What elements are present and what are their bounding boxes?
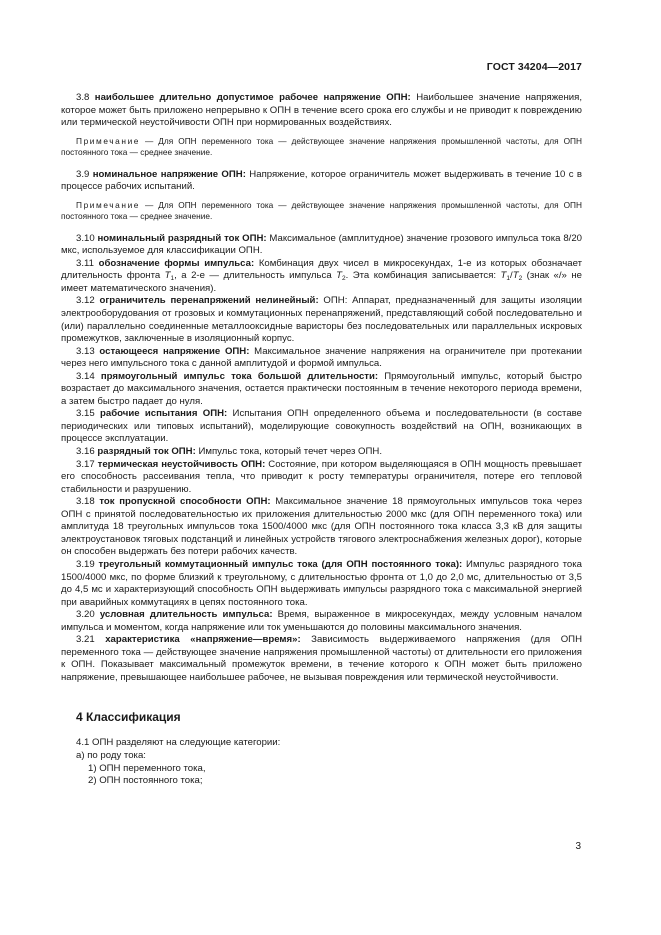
term-number: 3.15: [76, 408, 95, 420]
term-3-9: [61, 169, 582, 194]
subscript-2: 2: [341, 275, 346, 283]
list-item-a: а) по роду тока:: [76, 749, 146, 761]
term-name: треугольный коммутационный импульс тока (для ОПН постоянного тока):: [98, 558, 463, 570]
term-name: номинальное напряжение ОПН:: [92, 168, 246, 180]
term-definition: Импульс тока, который течет через ОПН.: [195, 446, 382, 458]
note-3-8: [61, 136, 582, 159]
term-number: 3.11: [76, 257, 94, 269]
term-3-19: [61, 559, 582, 609]
term-definition: Напряжение, которое ограничитель может выдерживать в течение 10 с в процессе рабочих испытаний.: [61, 168, 582, 193]
document-body: [61, 92, 582, 788]
list-subitem-2: 2) ОПН постоянного тока;: [88, 775, 203, 787]
term-number: 3.14: [76, 370, 95, 382]
note-text: — Для ОПН переменного тока — действующее значение напряжения промышленной частоты, для ОПН постоянного тока — среднее значение.: [61, 199, 582, 222]
section-heading: 4 Классификация: [76, 710, 181, 725]
term-3-11: [61, 258, 582, 296]
term-number: 3.19: [76, 558, 95, 570]
subscript-1: 1: [506, 275, 511, 283]
clause-4-1: 4.1 ОПН разделяют на следующие категории:: [76, 737, 281, 749]
term-number: 3.20: [76, 609, 95, 621]
symbol-t: T: [512, 270, 519, 282]
term-name: номинальный разрядный ток ОПН:: [97, 232, 267, 244]
term-definition: Зависимость выдерживаемого напряжения (для ОПН переменного тока — действующее значение напряжения промышленной частоты) от длительности его приложения к ОПН. Показывает максимальный промежуток времени, в течение которого к ОПН может быть приложено напряжение, превышающее наибольшее рабочее, не вызывая повреждения или термической неустойчивости.: [61, 634, 583, 683]
term-definition-part: , а 2-е — длительность импульса: [174, 270, 337, 282]
term-name: остающееся напряжение ОПН:: [99, 345, 250, 357]
term-3-13: [61, 346, 582, 371]
term-3-12: [61, 295, 582, 345]
term-definition: ОПН: Аппарат, предназначенный для защиты изоляции электрооборудования от грозовых и коммутационных перенапряжений, представляющий собой последовательно и (или) параллельно соединенные металлооксидные варисторы без последовательных или параллельных искровых промежутков, заключенные в изоляционный корпус.: [61, 295, 582, 345]
term-name: прямоугольный импульс тока большой длительности:: [100, 370, 379, 382]
term-name: ограничитель перенапряжений нелинейный:: [99, 295, 319, 307]
term-3-15: [61, 408, 582, 446]
term-3-21: [61, 634, 582, 684]
term-name: разрядный ток ОПН:: [97, 446, 196, 458]
term-name: наибольшее длительно допустимое рабочее напряжение ОПН:: [94, 92, 411, 103]
term-definition: Импульс разрядного тока 1500/4000 мкс, по форме близкий к треугольному, с длительностью фронта от 1,0 до 2,0 мс, длительностью от 3,5 до 4,5 мс и характеризующий способность ОПН выдерживать импульсы разрядного тока с максимальной энергией при аварийных коммутациях в цепях постоянного тока.: [61, 558, 582, 608]
term-3-20: [61, 609, 582, 634]
term-number: 3.21: [76, 634, 95, 646]
term-number: 3.10: [76, 232, 95, 244]
term-number: 3.12: [76, 295, 95, 307]
term-definition: Испытания ОПН определенного объема и последовательности (в составе периодических или типовых испытаний), моделирующие совокупность воздействий на ОПН, возникающих в процессе эксплуатации.: [61, 408, 583, 445]
term-3-17: [61, 459, 582, 497]
note-text: — Для ОПН переменного тока — действующее значение напряжения промышленной частоты, для ОПН постоянного тока — среднее значение.: [61, 135, 582, 158]
term-name: характеристика «напряжение—время»:: [105, 634, 301, 646]
term-definition-part: . Эта комбинация записывается:: [345, 270, 501, 282]
symbol-t: T: [164, 270, 171, 282]
term-definition: Максимальное значение напряжения на ограничителе при протекании через него импульсного тока с данной амплитудой и формой импульса.: [61, 345, 583, 370]
term-definition: Прямоугольный импульс, который быстро возрастает до максимального значения, остается практически постоянным в течение некоторого периода времени, а затем быстро падает до нуля.: [61, 370, 582, 407]
term-3-14: [61, 371, 582, 409]
term-number: 3.13: [76, 345, 95, 357]
term-name: термическая неустойчивость ОПН:: [97, 458, 266, 470]
term-3-16: [61, 446, 582, 459]
term-number: 3.18: [76, 496, 95, 508]
subscript-2: 2: [518, 275, 523, 283]
term-definition-part: Комбинация двух чисел в микросекундах, 1-е из которых обозначает длительность фронта: [61, 257, 582, 282]
term-name: обозначение формы импульса:: [98, 257, 255, 269]
note-label: Примечание: [76, 135, 141, 146]
term-definition: Время, выраженное в микросекундах, между условным началом импульса и моментом, когда напряжение или ток уменьшаются до половины максимального значения.: [61, 609, 582, 633]
term-3-8: [61, 92, 582, 130]
term-name: ток пропускной способности ОПН:: [99, 496, 271, 508]
symbol-t: T: [336, 270, 342, 282]
term-definition: Максимальное (амплитудное) значение грозового импульса тока 8/20 мкс, используемое для классификации ОПН.: [61, 232, 582, 257]
term-definition: Состояние, при котором выделяющаяся в ОПН мощность превышает его способность рассеивания тепла, что приводит к росту температуры ограничителя, потере его тепловой стабильности и разрушению.: [61, 458, 582, 495]
term-name: условная длительность импульса:: [99, 609, 273, 621]
term-name: рабочие испытания ОПН:: [100, 408, 228, 420]
term-definition: Наибольшее значение напряжения, которое может быть приложено непрерывно к ОПН в течение всего срока его службы и не приводит к повреждению или термической неустойчивости ОПН при нормированных воздействиях.: [61, 92, 582, 129]
term-number: 3.8: [76, 92, 90, 103]
symbol-t: T: [500, 270, 507, 282]
term-number: 3.9: [76, 168, 90, 180]
term-3-10: [61, 233, 582, 258]
subscript-1: 1: [170, 275, 175, 283]
term-3-18: [61, 496, 582, 559]
term-definition: Максимальное значение 18 прямоугольных импульсов тока через ОПН с принятой последовательностью их приложения длительностью 2000 мкс (для ОПН переменного тока) или амплитуда 18 треугольных импульсов тока 1500/4000 мкс (для ОПН постоянного тока класса 3,3 кВ для защиты электроустановок тяговых подстанций и линейных устройств тягового электроснабжения железных дорог), которые он способен выдержать без потери рабочих качеств.: [61, 496, 582, 558]
list-subitem-1: 1) ОПН переменного тока,: [88, 762, 206, 774]
note-3-9: [61, 200, 582, 223]
document-code: ГОСТ 34204—2017: [486, 61, 582, 73]
term-definition-part: (знак «/» не имеет математического значения).: [61, 270, 582, 294]
term-number: 3.17: [76, 458, 95, 470]
note-label: Примечание: [76, 199, 141, 210]
slash: /: [510, 270, 513, 282]
term-number: 3.16: [76, 446, 95, 458]
page-number: 3: [575, 841, 581, 852]
